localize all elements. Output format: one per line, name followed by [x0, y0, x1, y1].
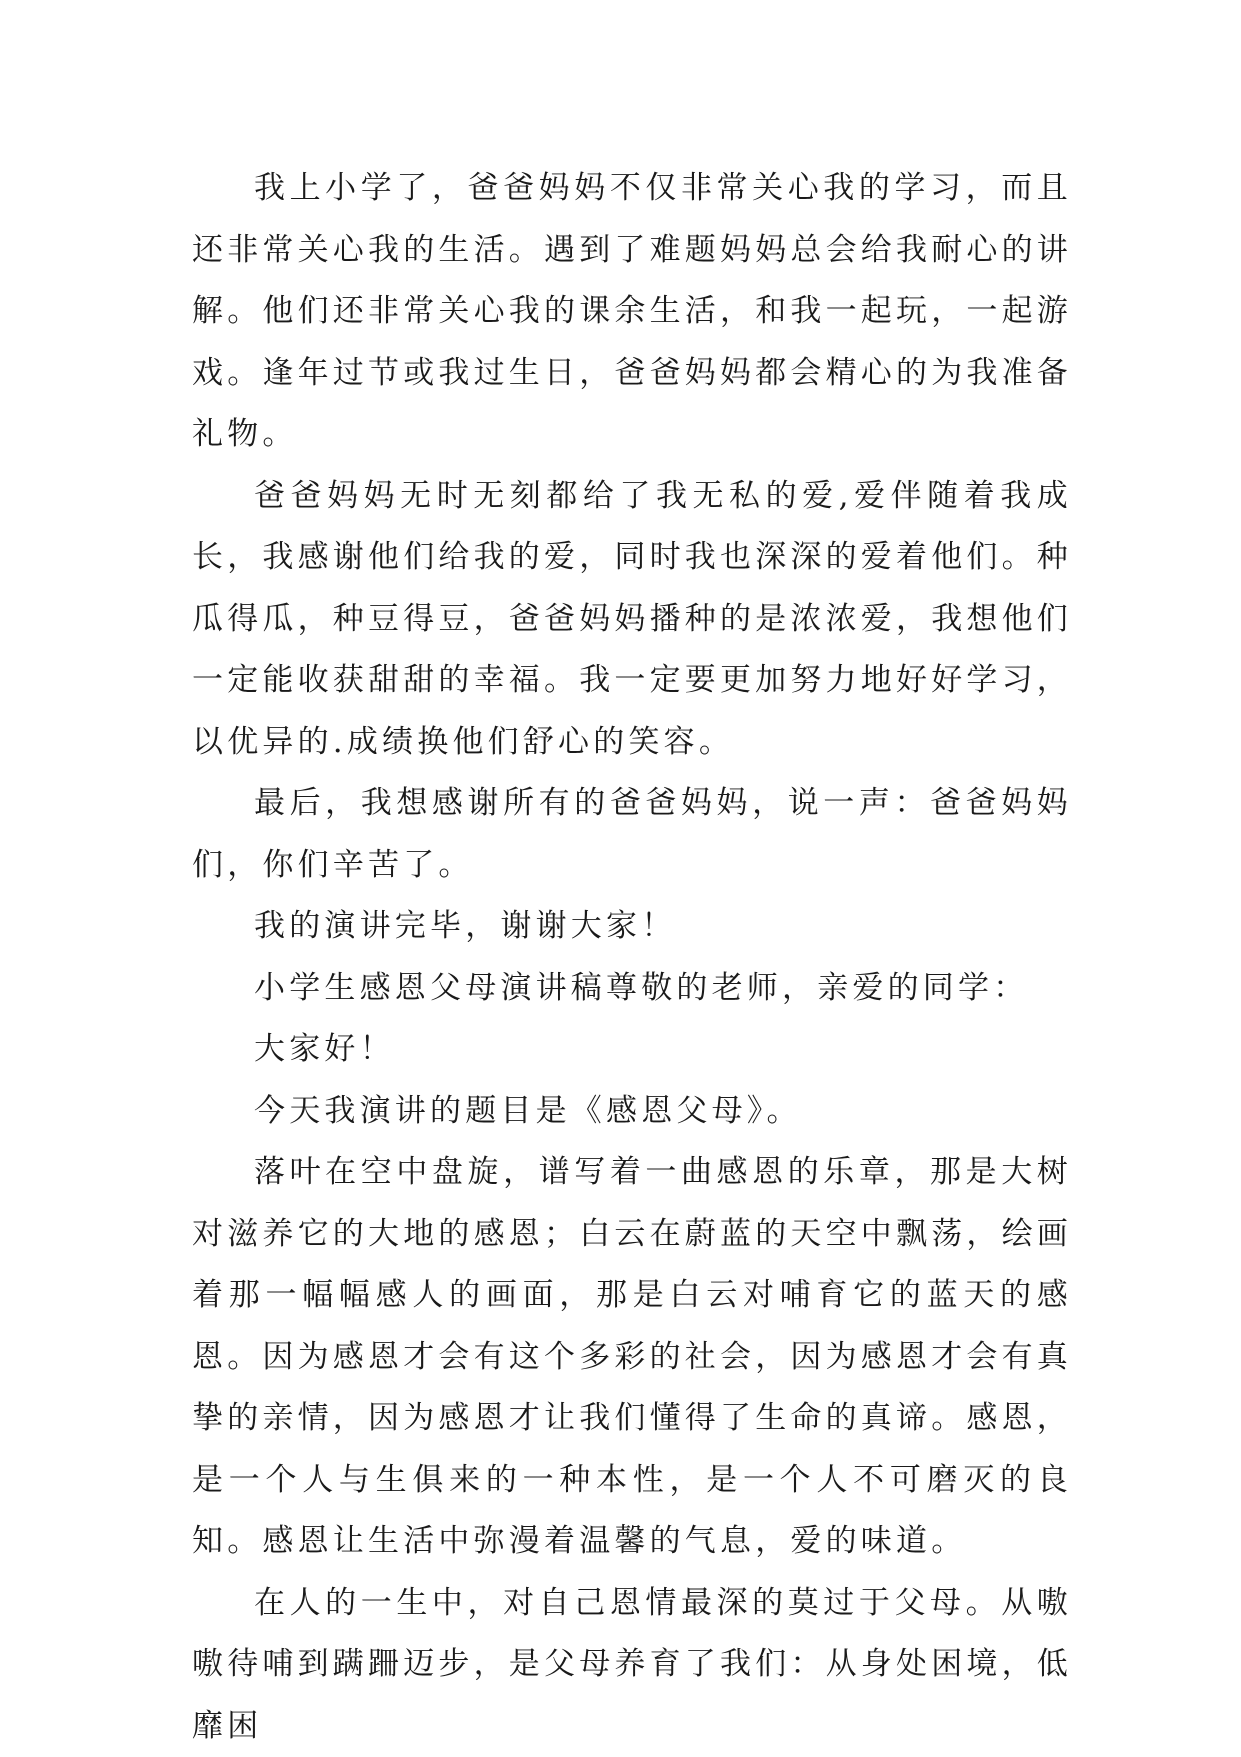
paragraph-5: 小学生感恩父母演讲稿尊敬的老师，亲爱的同学： — [192, 958, 1072, 1020]
paragraph-8: 落叶在空中盘旋，谱写着一曲感恩的乐章，那是大树对滋养它的大地的感恩；白云在蔚蓝的天空中飘荡，绘画着那一幅幅感人的画面，那是白云对哺育它的蓝天的感恩。因为感恩才会有这个多彩的社会，因为感恩才会有真挚的亲情，因为感恩才让我们懂得了生命的真谛。感恩，是一个人与生俱来的一种本性，是一个人不可磨灭的良知。感恩让生活中弥漫着温馨的气息，爱的味道。 — [192, 1142, 1072, 1573]
paragraph-7: 今天我演讲的题目是《感恩父母》。 — [192, 1081, 1072, 1143]
paragraph-1: 我上小学了，爸爸妈妈不仅非常关心我的学习，而且还非常关心我的生活。遇到了难题妈妈总会给我耐心的讲解。他们还非常关心我的课余生活，和我一起玩，一起游戏。逢年过节或我过生日，爸爸妈妈都会精心的为我准备礼物。 — [192, 158, 1072, 466]
paragraph-3: 最后，我想感谢所有的爸爸妈妈，说一声：爸爸妈妈们，你们辛苦了。 — [192, 773, 1072, 896]
document-body — [192, 158, 1072, 1757]
paragraph-4: 我的演讲完毕，谢谢大家！ — [192, 896, 1072, 958]
paragraph-2: 爸爸妈妈无时无刻都给了我无私的爱,爱伴随着我成长，我感谢他们给我的爱，同时我也深深的爱着他们。种瓜得瓜，种豆得豆，爸爸妈妈播种的是浓浓爱，我想他们一定能收获甜甜的幸福。我一定要更加努力地好好学习，以优异的.成绩换他们舒心的笑容。 — [192, 466, 1072, 774]
paragraph-9: 在人的一生中，对自己恩情最深的莫过于父母。从嗷嗷待哺到蹒跚迈步，是父母养育了我们：从身处困境，低靡困 — [192, 1573, 1072, 1757]
paragraph-6: 大家好！ — [192, 1019, 1072, 1081]
